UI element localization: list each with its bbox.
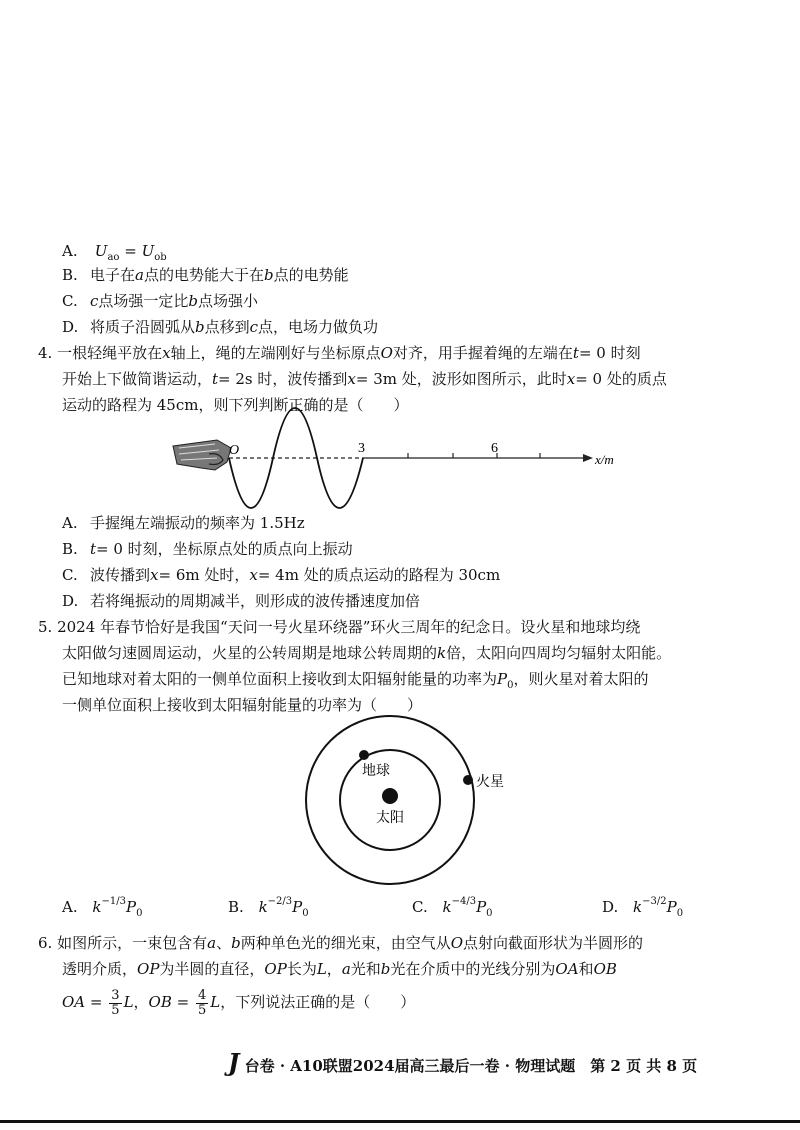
q4-stem-line2: 开始上下做简谐运动，t= 2s 时，波传播到x= 3m 处，波形如图所示，此时x= 0 处的质点 <box>62 370 667 388</box>
mars-label: 火星 <box>476 774 504 790</box>
earth-label: 地球 <box>362 763 390 779</box>
q5-stem-line2: 太阳做匀速圆周运动，火星的公转周期是地球公转周期的k倍，太阳向四周均匀辐射太阳能。 <box>62 644 672 662</box>
bottom-rule <box>0 1120 800 1123</box>
q5-option-d: D. $k^{-3/2}P_0$ <box>602 896 684 919</box>
q5-option-b: B. $k^{-2/3}P_0$ <box>228 896 309 919</box>
q5-stem-line4: 一侧单位面积上接收到太阳辐射能量的功率为（ ） <box>62 696 423 714</box>
q3-option-c: C. c点场强一定比b点场强小 <box>62 292 259 310</box>
x-axis-arrow-icon <box>583 454 593 462</box>
q4-stem-line3: 运动的路程为 45cm，则下列判断正确的是（ ） <box>62 396 409 414</box>
q3-option-d: D. 将质子沿圆弧从b点移到c点，电场力做负功 <box>62 318 379 336</box>
q5-option-c: C. $k^{-4/3}P_0$ <box>412 896 493 919</box>
hand-icon <box>173 440 231 470</box>
earth-icon <box>359 750 369 760</box>
q6-stem-line1: 6. 如图所示，一束包含有a、b两种单色光的细光束，由空气从O点射向截面形状为半圆形的 <box>38 934 644 952</box>
mars-icon <box>463 775 473 785</box>
q5-stem-line3: 已知地球对着太阳的一侧单位面积上接收到太阳辐射能量的功率为$P_0$，则火星对着太阳的 <box>62 670 649 691</box>
axis-label: x/m <box>595 452 614 467</box>
q4-option-a: A. 手握绳左端振动的频率为 1.5Hz <box>62 514 305 532</box>
q4-option-c: C. 波传播到x= 6m 处时，x= 4m 处的质点运动的路程为 30cm <box>62 566 501 584</box>
q6-number: 6. <box>38 934 53 952</box>
tick-label-3: 3 <box>358 441 365 456</box>
fraction-4-5: $\frac{4}{5}$ <box>198 987 207 1018</box>
brand-logo: J <box>228 1048 240 1077</box>
q6-stem-line3: OA = $\frac{3}{5}$ L，OB = $\frac{4}{5}$ L，下列说法正确的是（ ） <box>62 987 416 1018</box>
q4-number: 4. <box>38 344 53 362</box>
q3-option-a: A. $U_{ao} = U_{ob}$ <box>62 242 167 263</box>
q6-stem-line2: 透明介质，OP为半圆的直径，OP长为L，a光和b光在介质中的光线分别为OA和OB <box>62 960 617 978</box>
q4-option-d: D. 若将绳振动的周期减半，则形成的波传播速度加倍 <box>62 592 421 610</box>
q4-stem-line1: 4. 一根轻绳平放在x轴上，绳的左端刚好与坐标原点O对齐，用手握着绳的左端在t= 0 时刻 <box>38 344 641 362</box>
origin-label: O <box>229 443 240 458</box>
q5-option-a: A. $k^{-1/3}P_0$ <box>62 896 143 919</box>
q4-wave-figure <box>165 418 614 514</box>
q5-orbit-figure <box>300 718 520 893</box>
sun-label: 太阳 <box>376 810 404 826</box>
q5-stem-line1: 5. 2024 年春节恰好是我国“天问一号火星环绕器”环火三周年的纪念日。设火星和地球均绕 <box>38 618 641 636</box>
q3-option-b: B. 电子在a点的电势能大于在b点的电势能 <box>62 266 349 284</box>
q4-option-b: B. t= 0 时刻，坐标原点处的质点向上振动 <box>62 540 353 558</box>
sun-icon <box>382 788 398 804</box>
page-footer: J 台卷 · A10联盟2024届高三最后一卷 · 物理试题 第 2 页 共 8 页 <box>228 1048 698 1077</box>
tick-label-6: 6 <box>491 441 498 456</box>
fraction-3-5: $\frac{3}{5}$ <box>111 987 120 1018</box>
q5-number: 5. <box>38 618 53 636</box>
